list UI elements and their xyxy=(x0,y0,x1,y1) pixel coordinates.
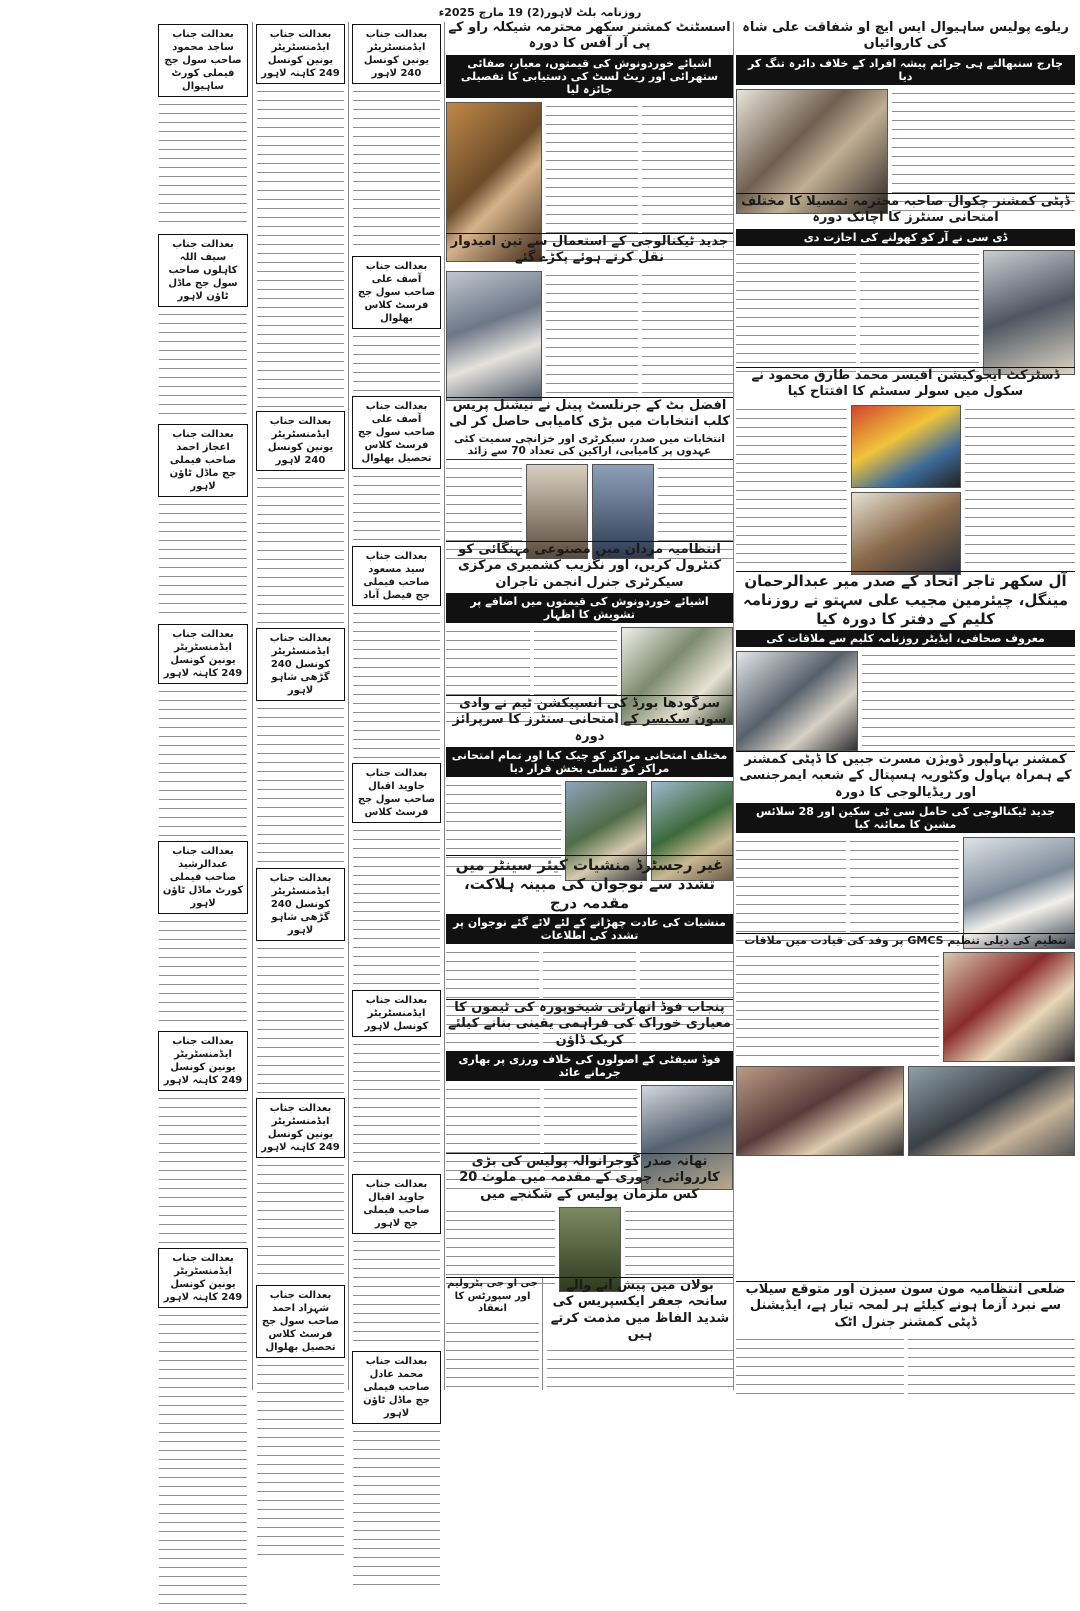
news-story xyxy=(736,752,1075,930)
court-notice-title: بعدالت جناب شہزاد احمد صاحب سول جج فرسٹ کلاس تحصیل بھلوال xyxy=(256,1285,345,1358)
story-text xyxy=(862,651,1075,751)
court-notice-title: بعدالت جناب ایڈمنسٹریٹر یونین کونسل 240 لاہور xyxy=(352,24,441,84)
news-story xyxy=(446,398,733,538)
court-notice-title: بعدالت جناب ایڈمنسٹریٹر یونین کونسل 249 کاہنہ لاہور xyxy=(158,624,248,684)
story-text xyxy=(850,837,960,949)
story-headline: کمشنر بہاولپور ڈویژن مسرت جبیں کا ڈپٹی کمشنر کے ہمراہ بہاول وکٹوریہ ہسپتال کے شعبہ ایمرجنسی اور ریڈیالوجی کا دورہ xyxy=(739,752,1072,800)
court-notice-title: بعدالت جناب آصف علی صاحب سول جج فرسٹ کلاس تحصیل بھلوال xyxy=(352,396,441,469)
news-story xyxy=(446,1000,733,1150)
news-story xyxy=(446,696,733,852)
court-notice-title: بعدالت جناب آصف علی صاحب سول جج فرسٹ کلاس بھلوال xyxy=(352,256,441,329)
court-notice-title: بعدالت جناب اعجاز احمد صاحب فیملی جج ماڈل ٹاؤن لاہور xyxy=(158,424,248,497)
notice-text xyxy=(257,1161,344,1281)
notice-text xyxy=(159,500,247,620)
notices-column-b xyxy=(253,20,348,1390)
story-headline: سرگودھا بورڈ کی انسپیکشن ٹیم نے وادی سون سکیسر کے امتحانی سنٹرز کا سرپرائز دورہ xyxy=(452,696,727,744)
story-subheadline: مختلف امتحانی مراکز کو چیک کیا اور تمام امتحانی مراکز کو تسلی بخش قرار دیا xyxy=(446,747,733,777)
exam-hall-photo xyxy=(446,271,542,401)
court-notice-title: بعدالت جناب ایڈمنسٹریٹر یونین کونسل 249 کاہنہ لاہور xyxy=(158,1031,248,1091)
story-text xyxy=(736,250,856,375)
court-notice-title: بعدالت جناب ایڈمنسٹریٹر کونسل 240 گڑھی شاہو لاہور xyxy=(256,628,345,701)
story-headline: جدید ٹیکنالوجی کے استعمال سے تین امیدوار نقل کرتے ہوئے پکڑے گئے xyxy=(450,234,729,266)
notice-text xyxy=(159,917,247,1027)
story-text xyxy=(908,1335,1076,1399)
court-notice-title: بعدالت جناب جاوید اقبال صاحب سول جج فرسٹ کلاس xyxy=(352,763,441,823)
story-text xyxy=(736,405,847,575)
court-notice-title: بعدالت جناب ایڈمنسٹریٹر یونین کونسل 249 کاہنہ لاہور xyxy=(158,1248,248,1308)
story-text xyxy=(446,1319,539,1391)
story-text xyxy=(736,1335,904,1399)
story-headline: جی او جی پٹرولیم اور سپورٹس کا انعقاد xyxy=(447,1278,538,1314)
masthead-date-line: روزنامہ بلٹ لاہور(2) 19 مارچ 2025ء xyxy=(438,6,642,19)
notice-text xyxy=(353,332,440,392)
notice-text xyxy=(353,1237,440,1347)
group-photo xyxy=(908,1066,1076,1156)
story-headline: تنظیم کی ذیلی تنظیم GMCS پر وفد کی قیادت میں ملاقات xyxy=(744,934,1067,947)
exam-centre-photo xyxy=(983,250,1075,375)
court-notice-title: بعدالت جناب جاوید اقبال صاحب فیملی جج لاہور xyxy=(352,1174,441,1234)
story-subheadline: اشیائے خوردونوش کی قیمتوں میں اضافے پر تشویش کا اظہار xyxy=(446,593,733,623)
notice-text xyxy=(257,704,344,864)
court-notice-title: بعدالت جناب سید مسعود صاحب فیملی جج فیصل آباد xyxy=(352,546,441,606)
center-news-column xyxy=(446,20,733,1390)
notice-text xyxy=(353,1040,440,1170)
story-headline: ضلعی انتظامیہ مون سون سیزن اور متوقع سیلاب سے نبرد آزما ہونے کیلئے ہر لمحہ تیار ہے، ایڈیشنل ڈپٹی کمشنر جنرل اٹک xyxy=(745,1282,1066,1330)
story-subheadline: جدید ٹیکنالوجی کی حامل سی ٹی سکین اور 28 سلائس مشین کا معائنہ کیا xyxy=(736,803,1075,833)
notice-text xyxy=(353,87,440,252)
court-notice-title: بعدالت جناب ایڈمنسٹریٹر یونین کونسل 249 کاہنہ لاہور xyxy=(256,24,345,84)
court-notice-title: بعدالت جناب ایڈمنسٹریٹر کونسل 240 گڑھی شاہو لاہور xyxy=(256,868,345,941)
story-subheadline: چارج سنبھالتے ہی جرائم پیشہ افراد کے خلاف دائرہ تنگ کر دیا xyxy=(736,55,1075,85)
story-headline: ڈسٹرکٹ ایجوکیشن آفیسر محمد طارق محمود نے سکول میں سولر سسٹم کا افتتاح کیا xyxy=(751,368,1060,400)
story-subheadline: ڈی سی نے آر کو کھولنے کی اجازت دی xyxy=(736,229,1075,246)
story-text xyxy=(547,1346,733,1390)
story-headline: آل سکھر تاجر اتحاد کے صدر میر عبدالرحمان مینگل، چیئرمین مجیب علی سہتو نے روزنامہ کلیم کے دفتر کا دورہ کیا xyxy=(742,572,1069,628)
notices-column-a xyxy=(155,20,251,1390)
news-story xyxy=(736,934,1075,1154)
notice-text xyxy=(257,474,344,624)
right-news-column xyxy=(736,20,1075,1390)
hospital-visit-photo xyxy=(963,837,1075,949)
story-text xyxy=(642,271,734,401)
court-notice-title: بعدالت جناب محمد عادل صاحب فیملی جج ماڈل ٹاؤن لاہور xyxy=(352,1351,441,1424)
court-notice-title: بعدالت جناب عبدالرشید صاحب فیملی کورٹ ماڈل ٹاؤن لاہور xyxy=(158,841,248,914)
news-story xyxy=(446,856,733,996)
solar-inauguration-photo xyxy=(851,405,961,488)
news-story xyxy=(736,572,1075,748)
story-subheadline: انتخابات میں صدر، سیکرٹری اور خزانچی سمیت کئی عہدوں پر کامیابی، اراکین کی تعداد 70 سے زائد xyxy=(446,433,733,460)
story-headline: انتظامیہ مردان میں مصنوعی مہنگائی کو کنٹرول کریں، اور نگزیب کشمیری مرکزی سیکرٹری جنرل انجمن تاجران xyxy=(457,542,722,590)
notice-text xyxy=(159,687,247,837)
notice-text xyxy=(159,310,247,420)
court-notice-title: بعدالت جناب ایڈمنسٹریٹر یونین کونسل 240 لاہور xyxy=(256,411,345,471)
story-headline: افضل بٹ کے جرنلسٹ پینل نے نیشنل پریس کلب انتخابات میں بڑی کامیابی حاصل کر لی xyxy=(449,398,730,430)
court-notice-title: بعدالت جناب ساجد محمود صاحب سول جج فیملی کورٹ ساہیوال xyxy=(158,24,248,97)
story-subheadline: منشیات کی عادت چھڑانے کے لئے لائے گئے نوجوان پر تشدد کی اطلاعات xyxy=(446,914,733,944)
notice-text xyxy=(159,1311,247,1611)
notice-text xyxy=(257,1361,344,1561)
story-text xyxy=(965,405,1076,575)
news-story xyxy=(446,1154,733,1274)
news-story xyxy=(446,1278,733,1390)
notice-text xyxy=(159,100,247,230)
solar-inauguration-photo xyxy=(851,492,961,575)
story-headline: تھانہ صدر گوجرانوالہ پولیس کی بڑی کارروائی، چوری کے مقدمہ میں ملوث 20 کس ملزمان پولیس کے شکنجے میں xyxy=(459,1154,720,1202)
notices-column-c xyxy=(349,20,444,1419)
story-subheadline: معروف صحافی، ایڈیٹر روزنامہ کلیم سے ملاقات کی xyxy=(736,630,1075,647)
column-rule xyxy=(733,22,734,1390)
story-text xyxy=(546,271,638,401)
news-story xyxy=(736,1282,1075,1390)
story-text xyxy=(860,250,980,375)
story-headline: بولان میں پیش آنے والے سانحہ جعفر ایکسپریس کی شدید الفاظ میں مذمت کرتے ہیں xyxy=(550,1278,730,1342)
story-headline: ڈپٹی کمشنر چکوال صاحبہ محترمہ تمسیلا کا مختلف امتحانی سنٹرز کا اچانک دورہ xyxy=(741,194,1070,226)
notice-text xyxy=(353,826,440,986)
group-photo xyxy=(736,1066,904,1156)
notice-text xyxy=(353,1427,440,1587)
court-notice-title: بعدالت جناب ایڈمنسٹریٹر یونین کونسل 249 کاہنہ لاہور xyxy=(256,1098,345,1158)
court-notice-title: بعدالت جناب ایڈمنسٹریٹر کونسل لاہور xyxy=(352,990,441,1037)
court-notice-title: بعدالت جناب سیف اللہ کاہلوں صاحب سول جج ماڈل ٹاؤن لاہور xyxy=(158,234,248,307)
story-headline: ریلوے پولیس ساہیوال ایس ایچ او شفاقت علی شاہ کی کاروائیاں xyxy=(742,20,1069,52)
news-story xyxy=(736,20,1075,190)
notice-text xyxy=(353,472,440,542)
news-story xyxy=(736,194,1075,364)
office-visit-photo xyxy=(736,651,858,751)
notice-text xyxy=(159,1094,247,1244)
news-story xyxy=(446,234,733,394)
notice-text xyxy=(353,609,440,759)
notice-text xyxy=(257,87,344,407)
news-story xyxy=(446,20,733,230)
story-text xyxy=(736,837,846,949)
notice-text xyxy=(257,944,344,1094)
story-text xyxy=(736,952,939,1062)
news-story xyxy=(446,542,733,692)
column-rule xyxy=(444,22,445,1390)
story-headline: پنجاب فوڈ اتھارٹی شیخوپورہ کی ٹیموں کا معیاری خوراک کی فراہمی یقینی بنانے کیلئے کریک ڈاؤن xyxy=(448,1000,731,1048)
meeting-photo xyxy=(943,952,1075,1062)
news-story xyxy=(736,368,1075,568)
story-subheadline: فوڈ سیفٹی کے اصولوں کی خلاف ورزی پر بھاری جرمانے عائد xyxy=(446,1051,733,1081)
story-headline: غیر رجسٹرڈ منشیات کیئر سینٹر میں تشدد سے نوجوان کی مبینہ ہلاکت، مقدمہ درج xyxy=(455,856,724,912)
story-headline: اسسٹنٹ کمشنر سکھر محترمہ شیکلہ راو کے پی آر آفس کا دورہ xyxy=(448,20,731,52)
story-subheadline: اشیائے خوردونوش کی قیمتوں، معیار، صفائی ستھرائی اور ریٹ لسٹ کی دستیابی کا تفصیلی جائزہ لیا xyxy=(446,55,733,98)
